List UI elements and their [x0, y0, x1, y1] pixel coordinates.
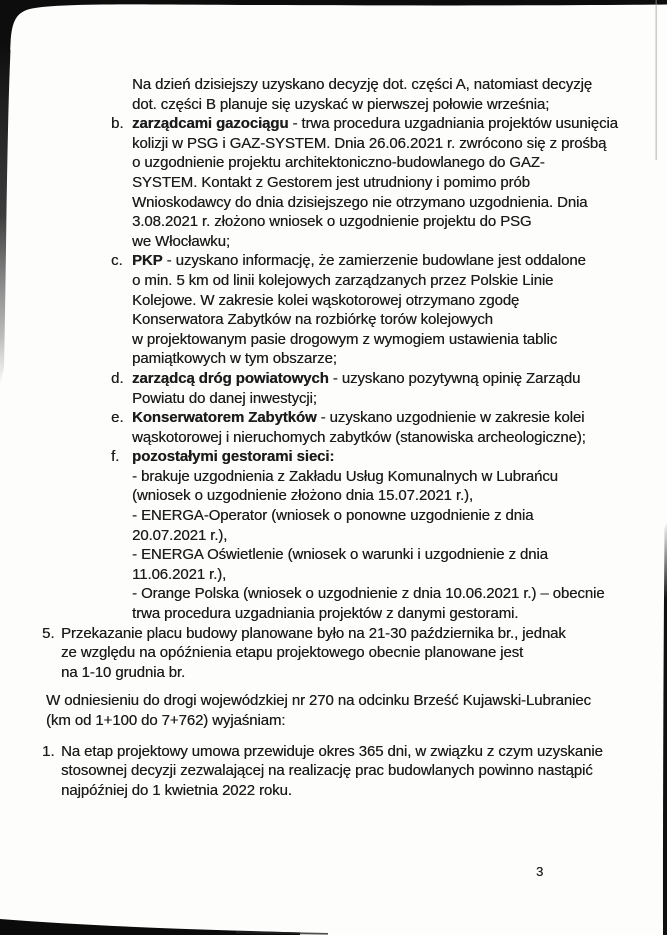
text-line: ze względu na opóźnienia etapu projektowego obecnie planowane jest: [61, 644, 524, 662]
text-line: kolizji w PSG i GAZ-SYSTEM. Dnia 26.06.2021 r. zwrócono się z prośbą: [132, 134, 607, 152]
text-line: - Orange Polska (wniosek o uzgodnienie z dnia 10.06.2021 r.) – obecnie: [132, 585, 605, 603]
scan-edge-bottom-dashes: [236, 931, 328, 935]
paragraph: [0, 691, 667, 730]
list-item: [0, 624, 667, 683]
text-line: we Włocławku;: [132, 232, 230, 250]
text-line: najpóźniej do 1 kwietnia 2022 roku.: [61, 781, 292, 799]
text-line: o min. 5 km od linii kolejowych zarządzanych przez Polskie Linie: [132, 271, 554, 289]
scan-edge-top: [0, 0, 667, 52]
text-line: Powiatu do danej inwestycji;: [132, 389, 317, 407]
text-line: wąskotorowej i nieruchomych zabytków (stanowiska archeologiczne);: [132, 428, 586, 446]
text-line: w projektowanym pasie drogowym z wymogiem ustawienia tablic: [132, 330, 558, 348]
text-line: PKP - uzyskano informację, że zamierzenie budowlane jest oddalone: [132, 252, 586, 270]
list-marker: b.: [111, 115, 124, 133]
list-item: [0, 251, 667, 369]
text-line: 3.08.2021 r. złożono wniosek o uzgodnienie projektu do PSG: [132, 213, 532, 231]
list-marker: e.: [111, 409, 124, 427]
list-marker: 5.: [42, 624, 55, 642]
text-line: o uzgodnienie projektu architektoniczno-budowlanego do GAZ-: [132, 154, 545, 172]
text-line: (km od 1+100 do 7+762) wyjaśniam:: [46, 712, 286, 729]
text-line: (wniosek o uzgodnienie złożono dnia 15.07.2021 r.),: [132, 487, 473, 505]
list-marker: f.: [111, 448, 120, 466]
text-line: Konserwatora Zabytków na rozbiórkę torów kolejowych: [132, 311, 493, 329]
text-line: - ENERGA-Operator (wniosek o ponowne uzgodnienie z dnia: [132, 507, 534, 525]
paragraph: [0, 75, 667, 114]
text-line: W odniesieniu do drogi wojewódzkiej nr 270 na odcinku Brześć Kujawski-Lubraniec: [46, 692, 591, 710]
list-item: [0, 408, 667, 447]
text-line: Na dzień dzisiejszy uzyskano decyzję dot. części A, natomiast decyzję: [132, 76, 592, 93]
text-line: 11.06.2021 r.),: [132, 565, 227, 583]
text-line: na 1-10 grudnia br.: [61, 663, 186, 681]
page-number: 3: [536, 864, 544, 879]
list-marker: d.: [111, 369, 124, 387]
text-line: SYSTEM. Kontakt z Gestorem jest utrudniony i pomimo prób: [132, 173, 530, 191]
list-marker: 1.: [42, 742, 55, 760]
list-item: [0, 369, 667, 408]
list-item: [0, 114, 667, 251]
text-line: Konserwatorem Zabytków - uzyskano uzgodnienie w zakresie kolei: [132, 409, 585, 427]
text-line: pamiątkowych w tym obszarze;: [132, 350, 337, 368]
text-line: stosownej decyzji zezwalającej na realizację prac budowlanych powinno nastąpić: [61, 762, 593, 780]
text-line: - ENERGA Oświetlenie (wniosek o warunki i uzgodnienie z dnia: [132, 546, 548, 564]
text-line: Wnioskodawcy do dnia dzisiejszego nie otrzymano uzgodnienia. Dnia: [132, 193, 588, 211]
text-line: Przekazanie placu budowy planowane było na 21-30 października br., jednak: [61, 624, 566, 642]
text-line: pozostałymi gestorami sieci:: [132, 448, 335, 466]
text-line: Kolejowe. W zakresie kolei wąskotorowej otrzymano zgodę: [132, 291, 520, 309]
text-line: trwa procedura uzgadniania projektów z danymi gestorami.: [132, 605, 519, 623]
list-marker: c.: [111, 252, 123, 270]
text-line: dot. części B planuje się uzyskać w pierwszej połowie września;: [132, 95, 550, 113]
list-item: [0, 742, 667, 801]
list-item: [0, 447, 667, 623]
text-line: zarządcami gazociągu - trwa procedura uzgadniania projektów usunięcia: [132, 115, 618, 133]
text-line: 20.07.2021 r.),: [132, 526, 228, 544]
text-line: Na etap projektowy umowa przewiduje okres 365 dni, w związku z czym uzyskanie: [61, 742, 603, 760]
text-line: - brakuje uzgodnienia z Zakładu Usług Komunalnych w Lubrańcu: [132, 467, 558, 485]
scan-edge-bottom: [0, 919, 300, 935]
text-line: zarządcą dróg powiatowych - uzyskano pozytywną opinię Zarządu: [132, 369, 581, 387]
document-blocks: [0, 75, 667, 800]
